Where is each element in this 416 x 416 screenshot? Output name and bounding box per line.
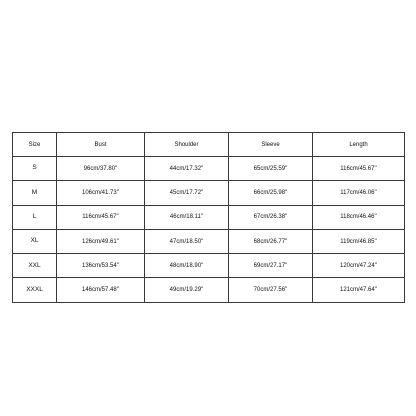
shoulder-cell: 47cm/18.50'' (145, 229, 229, 253)
table-row (13, 181, 405, 205)
size-chart-table (12, 132, 405, 303)
shoulder-cell: 46cm/18.11'' (145, 205, 229, 229)
size-cell: M (13, 181, 57, 205)
sleeve-cell: 66cm/25.98'' (229, 181, 313, 205)
bust-cell: 136cm/53.54'' (57, 254, 145, 278)
shoulder-cell: 49cm/19.29'' (145, 278, 229, 302)
header-length: Length (313, 133, 405, 157)
size-cell: XL (13, 229, 57, 253)
size-cell: XXXL (13, 278, 57, 302)
size-cell: XXL (13, 254, 57, 278)
table-row (13, 254, 405, 278)
bust-cell: 106cm/41.73'' (57, 181, 145, 205)
length-cell: 121cm/47.64'' (313, 278, 405, 302)
header-row (13, 133, 405, 157)
header-size: Size (13, 133, 57, 157)
sleeve-cell: 70cm/27.56'' (229, 278, 313, 302)
header-sleeve: Sleeve (229, 133, 313, 157)
table-row (13, 229, 405, 253)
shoulder-cell: 44cm/17.32'' (145, 157, 229, 181)
table-row (13, 278, 405, 302)
table-row (13, 157, 405, 181)
length-cell: 117cm/46.06'' (313, 181, 405, 205)
length-cell: 120cm/47.24'' (313, 254, 405, 278)
sleeve-cell: 65cm/25.59'' (229, 157, 313, 181)
size-chart-header (13, 133, 405, 157)
size-chart-body (13, 157, 405, 303)
bust-cell: 126cm/49.61'' (57, 229, 145, 253)
header-bust: Bust (57, 133, 145, 157)
sleeve-cell: 69cm/27.17'' (229, 254, 313, 278)
sleeve-cell: 67cm/26.38'' (229, 205, 313, 229)
length-cell: 119cm/46.85'' (313, 229, 405, 253)
length-cell: 116cm/45.67'' (313, 157, 405, 181)
shoulder-cell: 48cm/18.90'' (145, 254, 229, 278)
shoulder-cell: 45cm/17.72'' (145, 181, 229, 205)
size-cell: L (13, 205, 57, 229)
bust-cell: 146cm/57.48'' (57, 278, 145, 302)
size-cell: S (13, 157, 57, 181)
bust-cell: 116cm/45.67'' (57, 205, 145, 229)
sleeve-cell: 68cm/26.77'' (229, 229, 313, 253)
table-row (13, 205, 405, 229)
header-shoulder: Shoulder (145, 133, 229, 157)
length-cell: 118cm/46.46'' (313, 205, 405, 229)
bust-cell: 96cm/37.80'' (57, 157, 145, 181)
